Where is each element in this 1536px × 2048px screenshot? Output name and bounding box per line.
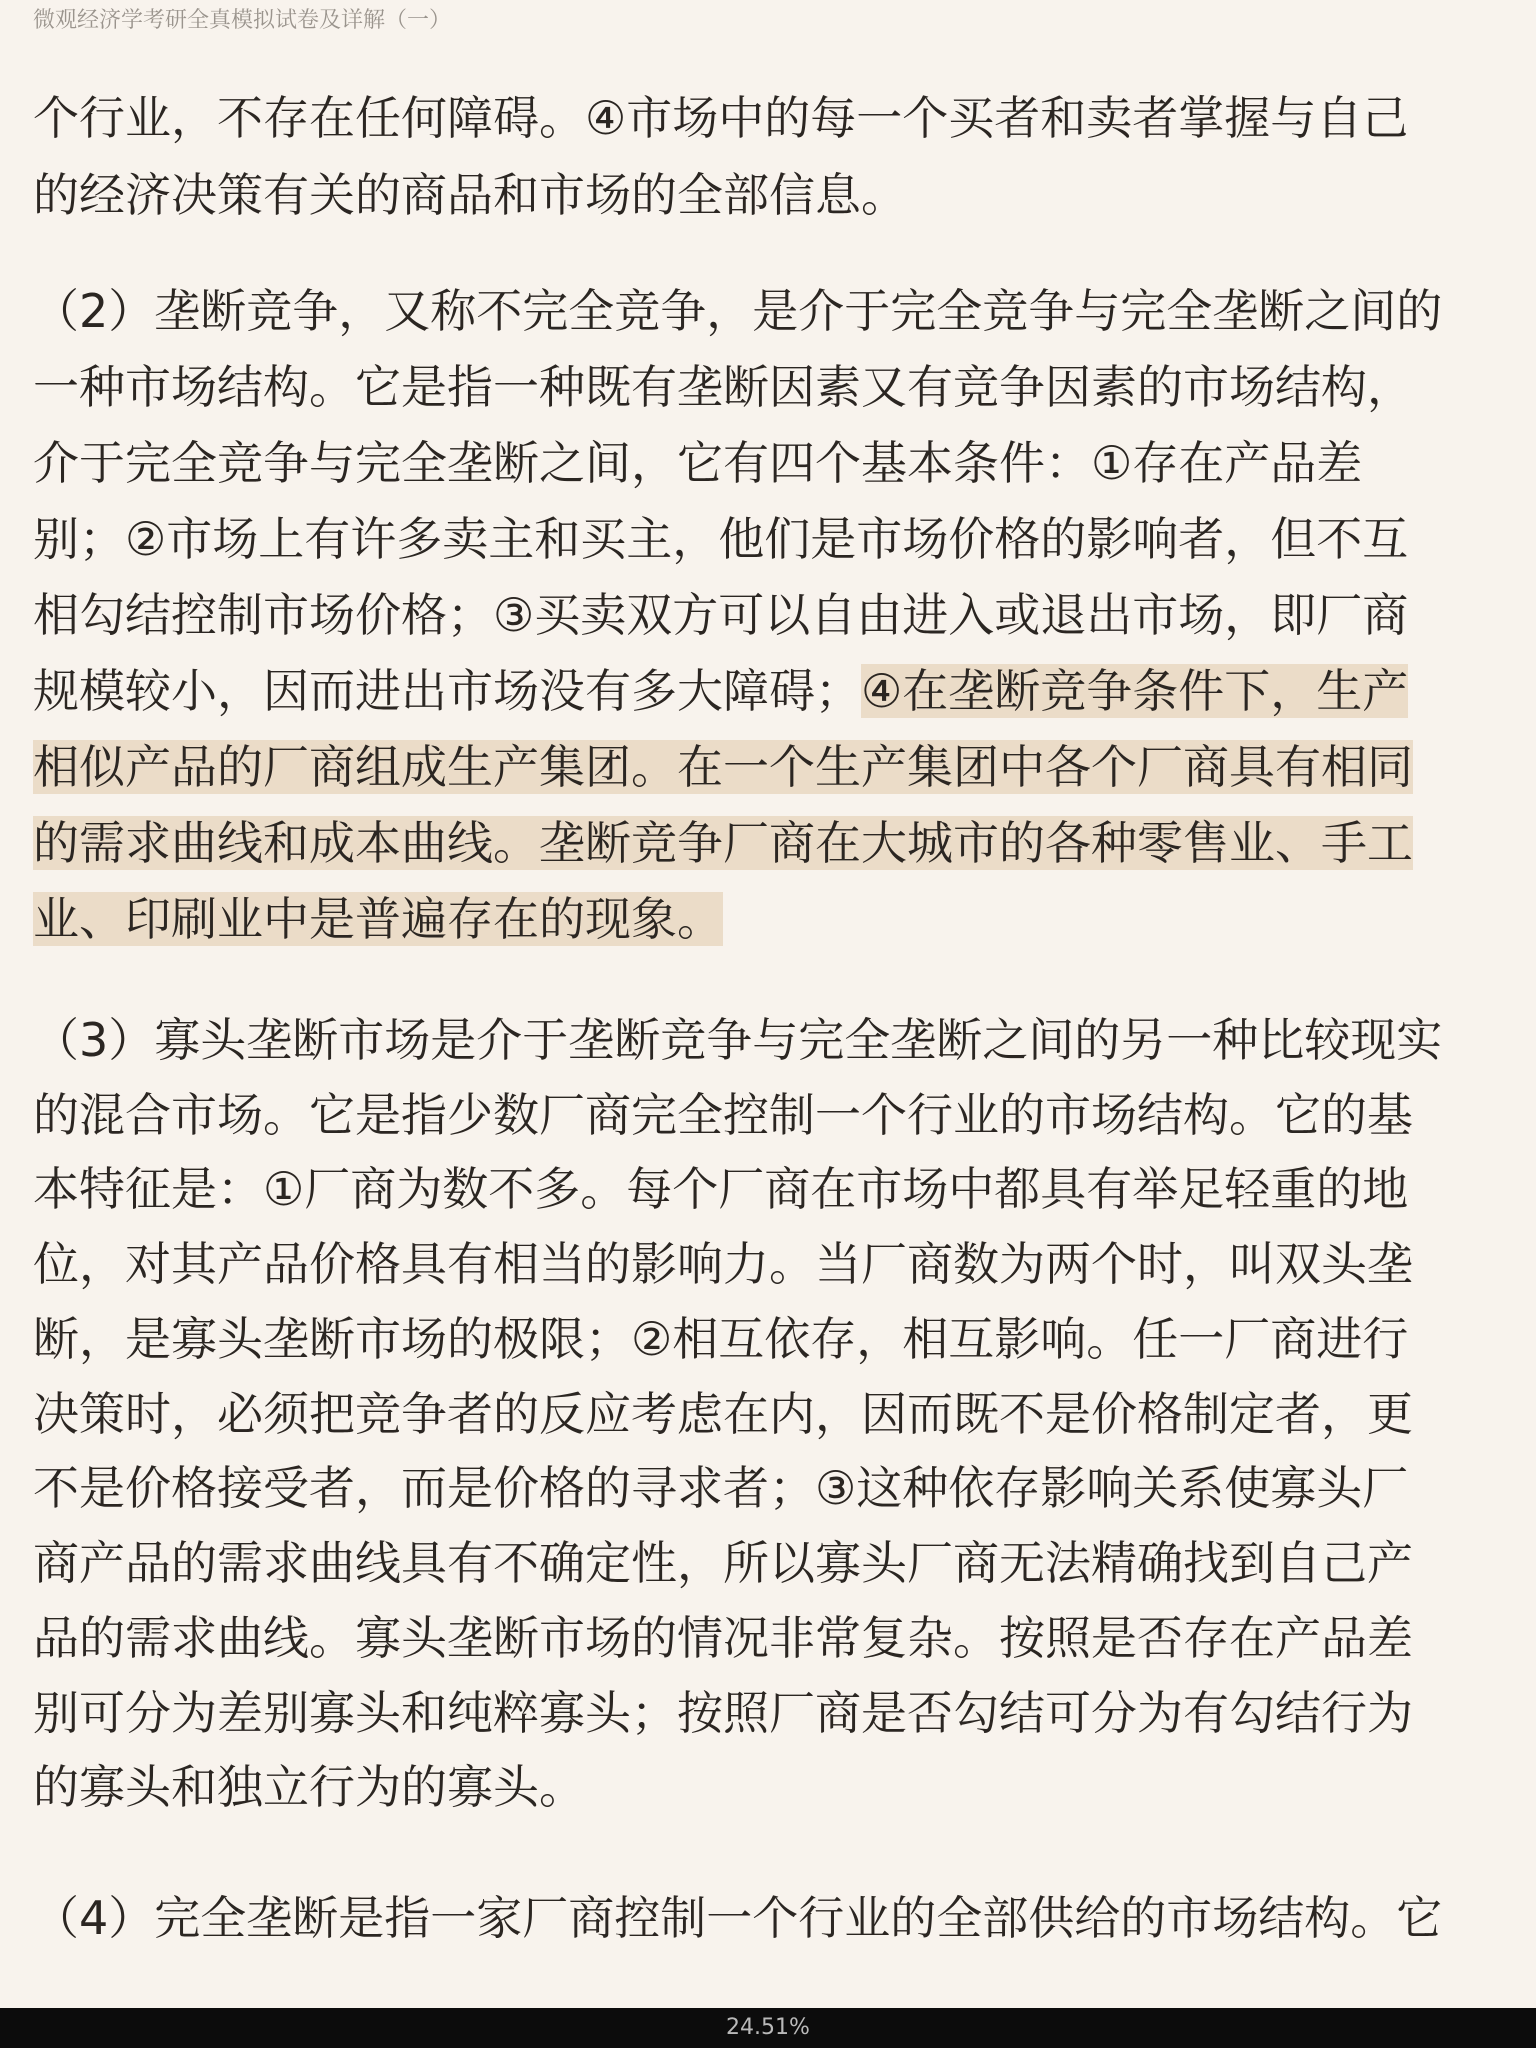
text-line (33, 1376, 1511, 1452)
line-text: 品的需求曲线。寡头垄断市场的情况非常复杂。按照是否存在产品差 (33, 1611, 1413, 1665)
line-text: 的寡头和独立行为的寡头。 (33, 1760, 585, 1814)
line-text: 一种市场结构。它是指一种既有垄断因素又有竞争因素的市场结构， (33, 360, 1413, 414)
text-line (33, 1525, 1511, 1601)
text-line (33, 653, 1511, 729)
text-line (33, 80, 1511, 156)
text-line (33, 1151, 1511, 1227)
highlighted-text[interactable]: ④在垄断竞争条件下，生产 (861, 664, 1409, 718)
text-line (33, 273, 1511, 349)
highlighted-text[interactable]: 的需求曲线和成本曲线。垄断竞争厂商在大城市的各种零售业、手工 (33, 816, 1413, 870)
line-text: 决策时，必须把竞争者的反应考虑在内，因而既不是价格制定者，更 (33, 1387, 1413, 1441)
line-text: （2）垄断竞争，又称不完全竞争，是介于完全竞争与完全垄断之间的 (33, 284, 1443, 338)
text-line (33, 1077, 1511, 1153)
text-line (33, 157, 1511, 233)
line-text: （3）寡头垄断市场是介于垄断竞争与完全垄断之间的另一种比较现实 (33, 1013, 1443, 1067)
text-line (33, 501, 1511, 577)
line-text: （4）完全垄断是指一家厂商控制一个行业的全部供给的市场结构。它 (33, 1891, 1443, 1945)
text-line (33, 729, 1511, 805)
line-text: 本特征是：①厂商为数不多。每个厂商在市场中都具有举足轻重的地 (33, 1162, 1409, 1216)
text-line (33, 1002, 1511, 1078)
line-text: 不是价格接受者，而是价格的寻求者；③这种依存影响关系使寡头厂 (33, 1461, 1409, 1515)
text-line (33, 805, 1511, 881)
book-title: 微观经济学考研全真模拟试卷及详解（一） (33, 8, 452, 33)
text-line (33, 1301, 1511, 1377)
line-text: 个行业，不存在任何障碍。④市场中的每一个买者和卖者掌握与自己 (33, 91, 1409, 145)
line-text: 介于完全竞争与完全垄断之间，它有四个基本条件：①存在产品差 (33, 436, 1363, 490)
text-line (33, 349, 1511, 425)
text-line (33, 1226, 1511, 1302)
text-line (33, 881, 1511, 957)
reading-progress: 24.51% (726, 2015, 810, 2040)
line-text: 的经济决策有关的商品和市场的全部信息。 (33, 168, 907, 222)
text-line (33, 1600, 1511, 1676)
line-text: 的混合市场。它是指少数厂商完全控制一个行业的市场结构。它的基 (33, 1088, 1413, 1142)
text-line (33, 1675, 1511, 1751)
text-line (33, 1749, 1511, 1825)
text-line (33, 1450, 1511, 1526)
status-bar (0, 2008, 1536, 2048)
line-text: 别；②市场上有许多卖主和买主，他们是市场价格的影响者，但不互 (33, 512, 1409, 566)
highlighted-text[interactable]: 业、印刷业中是普遍存在的现象。 (33, 892, 723, 946)
text-line (33, 577, 1511, 653)
text-line (33, 425, 1511, 501)
line-text: 相勾结控制市场价格；③买卖双方可以自由进入或退出市场，即厂商 (33, 588, 1409, 642)
line-text: 规模较小，因而进出市场没有多大障碍； (33, 664, 861, 718)
text-line (33, 1880, 1511, 1956)
line-text: 断，是寡头垄断市场的极限；②相互依存，相互影响。任一厂商进行 (33, 1312, 1409, 1366)
highlighted-text[interactable]: 相似产品的厂商组成生产集团。在一个生产集团中各个厂商具有相同 (33, 740, 1413, 794)
line-text: 别可分为差别寡头和纯粹寡头；按照厂商是否勾结可分为有勾结行为 (33, 1686, 1413, 1740)
line-text: 商产品的需求曲线具有不确定性，所以寡头厂商无法精确找到自己产 (33, 1536, 1413, 1590)
line-text: 位，对其产品价格具有相当的影响力。当厂商数为两个时，叫双头垄 (33, 1237, 1413, 1291)
